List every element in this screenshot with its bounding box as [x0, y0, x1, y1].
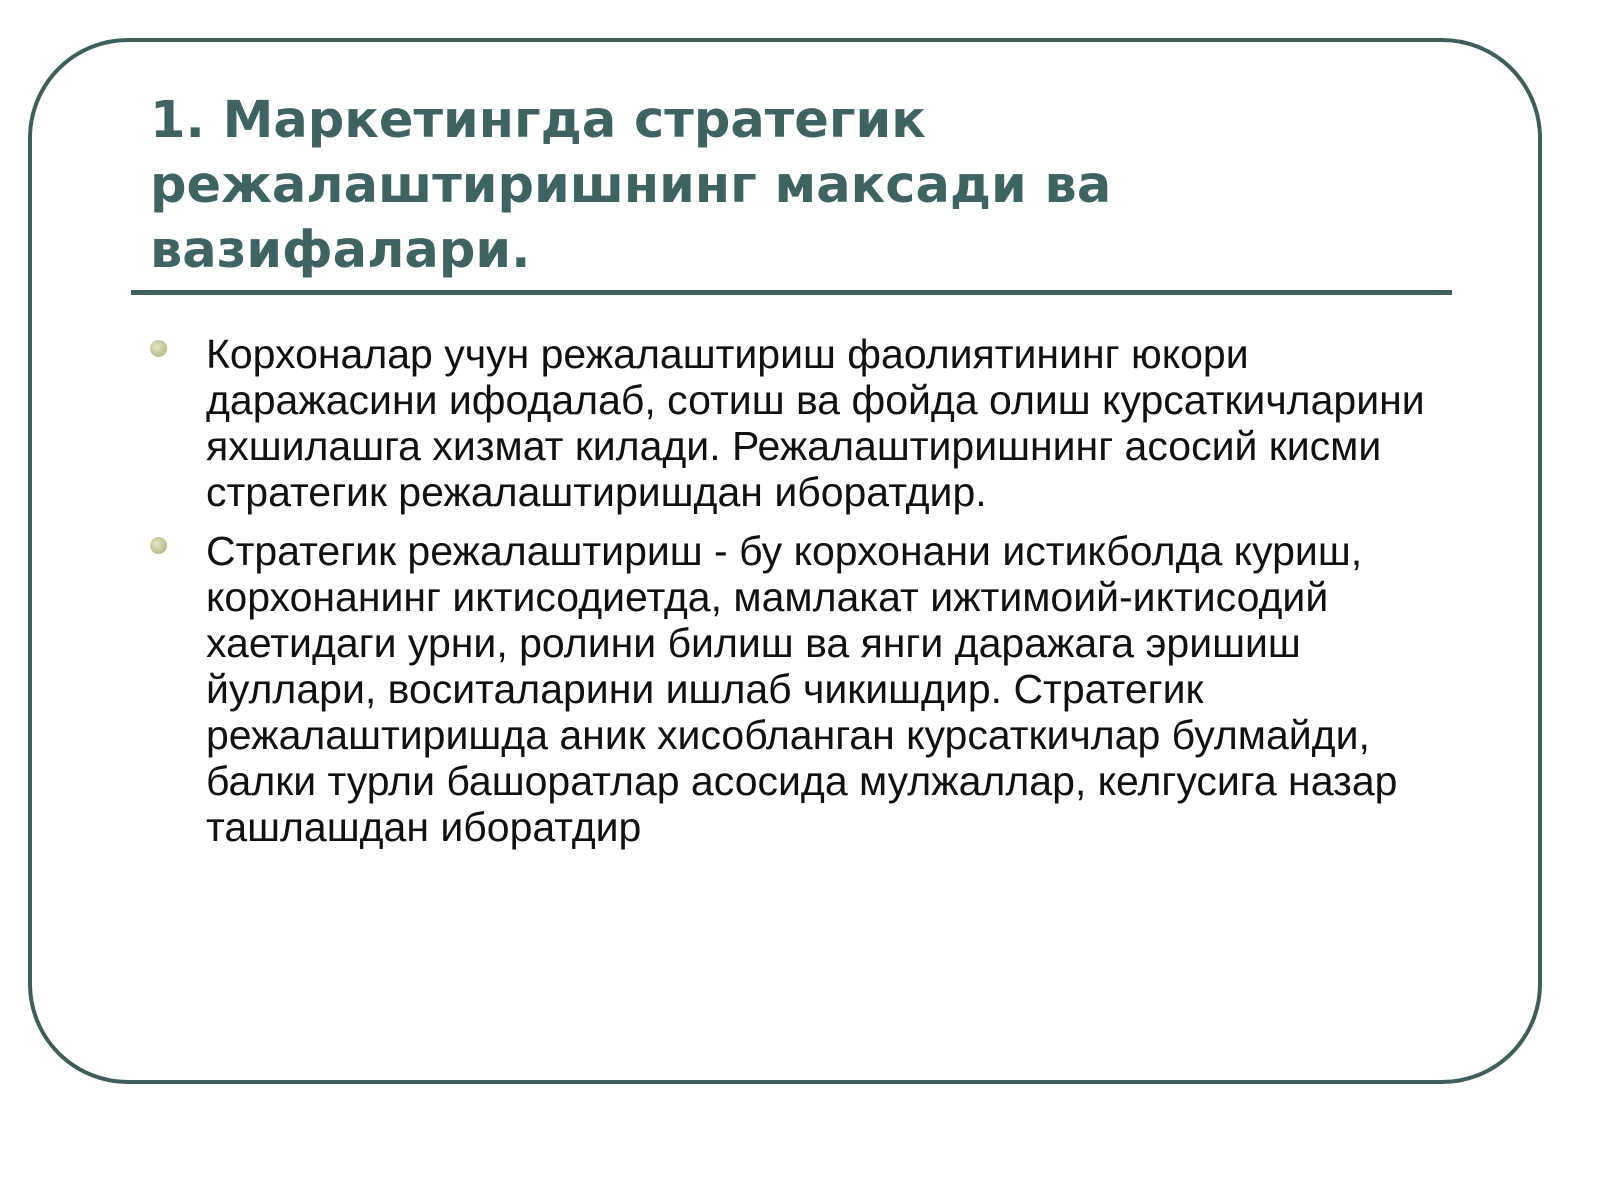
- title-underline: [131, 290, 1452, 295]
- bullet-dot-icon: [150, 537, 167, 554]
- slide-title: 1. Маркетингда стратегик режалаштиришнинг максади ва вазифалари.: [150, 91, 1112, 280]
- bullet-text: Корхоналар учун режалаштириш фаолиятининг юкори даражасини ифодалаб, сотиш ва фойда олиш курсаткичларини яхшилашга хизмат килади. Режалаштиришнинг асосий кисми стратегик режалаштиришдан иборатдир.: [206, 331, 1425, 515]
- bullet-item: [147, 528, 1447, 850]
- bullet-dot-icon: [150, 340, 167, 357]
- bullet-text: Стратегик режалаштириш - бу корхонани истикболда куриш, корхонанинг иктисодиетда, мамлакат ижтимоий-иктисодий хаетидаги урни, ролини билиш ва янги даражага эришиш йуллари, воситаларини ишлаб чикишдир. Стратегик режалаштиришда аник хисобланган курсаткичлар булмайди, балки турли башоратлар асосида мулжаллар, келгусига назар ташлашдан иборатдир: [206, 528, 1398, 850]
- bullet-list: [147, 331, 1447, 863]
- bullet-item: [147, 331, 1447, 515]
